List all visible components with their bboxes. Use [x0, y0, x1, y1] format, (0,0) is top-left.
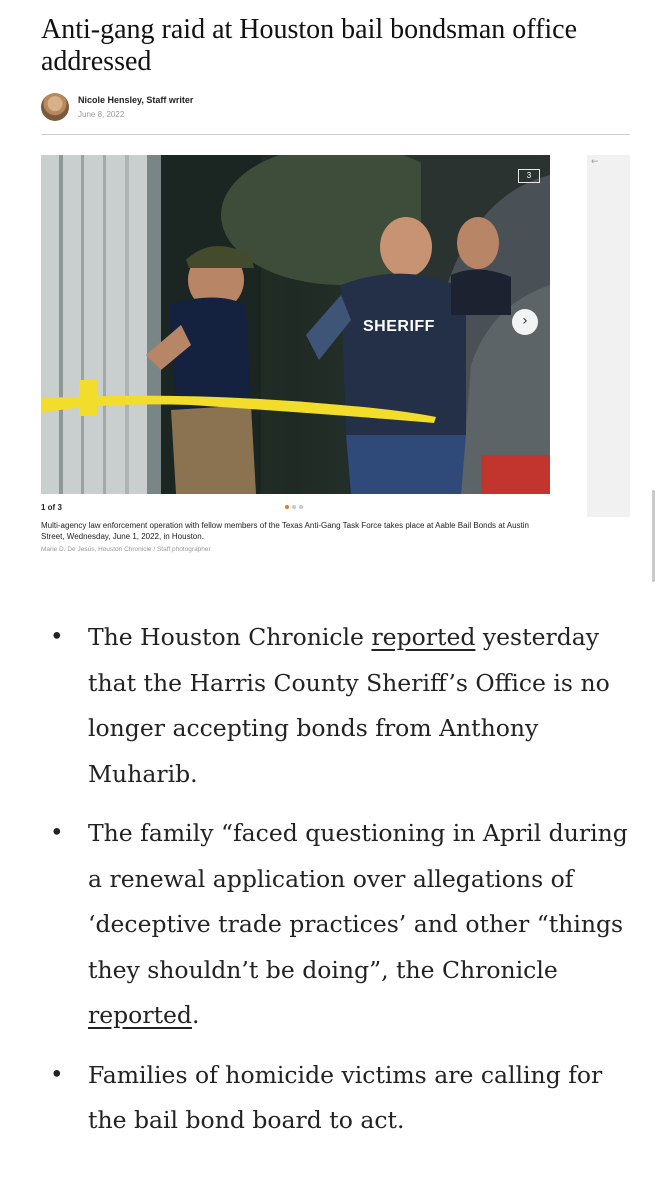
- bullet-text: .: [191, 1001, 200, 1029]
- sheriff-vest-text: SHERIFF: [363, 318, 435, 335]
- bullet-text: The family “faced questioning in April during a renewal application over allegations of ‘deceptive trade practices’ and other “things they shouldn’t be doing”, the Chronicle: [88, 819, 628, 984]
- gallery-next-preview[interactable]: [587, 155, 630, 517]
- headline-line-1: Anti-gang raid at Houston bail bondsman office: [41, 14, 578, 45]
- gallery-dot-1[interactable]: [285, 505, 289, 509]
- bullet-dot-icon: •: [50, 1061, 64, 1088]
- summary-bullets: [40, 615, 640, 1158]
- gallery-photo[interactable]: [41, 155, 550, 494]
- photo-credit: Marie D. De Jesús, Houston Chronicle / Staff photographer: [41, 546, 211, 553]
- bullet-item: [40, 1053, 640, 1144]
- gallery-dot-3[interactable]: [299, 505, 303, 509]
- gallery-dot-2[interactable]: [292, 505, 296, 509]
- photo-count-badge: 3: [518, 169, 540, 183]
- bullet-item: [40, 811, 640, 1039]
- chevron-right-icon[interactable]: ›: [512, 309, 538, 335]
- gallery-dots[interactable]: [285, 505, 303, 509]
- reported-link[interactable]: reported: [88, 1001, 192, 1029]
- photo-gallery[interactable]: [41, 155, 550, 494]
- photo-caption: Multi-agency law enforcement operation with fellow members of the Texas Anti-Gang Task Force takes place at Aable Bail Bonds at Austin Street, Wednesday, June 1, 2022, in Houston.: [41, 521, 529, 541]
- reported-link[interactable]: reported: [371, 623, 476, 651]
- scrollbar[interactable]: [652, 490, 655, 582]
- headline-line-2: addressed: [41, 46, 152, 77]
- article-headline: [41, 14, 641, 78]
- bullet-dot-icon: •: [50, 820, 64, 846]
- author-avatar[interactable]: [41, 93, 69, 121]
- bullet-text: The Houston Chronicle: [88, 623, 372, 651]
- bullet-dot-icon: •: [50, 624, 64, 650]
- author-name[interactable]: Nicole Hensley, Staff writer: [78, 95, 194, 105]
- bullet-item: [40, 615, 640, 797]
- publish-date: June 8, 2022: [78, 110, 125, 119]
- header-divider: [41, 134, 630, 135]
- bullet-text: Families of homicide victims are calling for the bail bond board to act.: [88, 1060, 603, 1134]
- arrow-left-icon[interactable]: ←: [591, 157, 599, 167]
- gallery-counter: 1 of 3: [41, 503, 62, 512]
- bullet-text: yesterday that the Harris County Sheriff’s Office is no longer accepting bonds from Anthony Muharib.: [88, 623, 610, 788]
